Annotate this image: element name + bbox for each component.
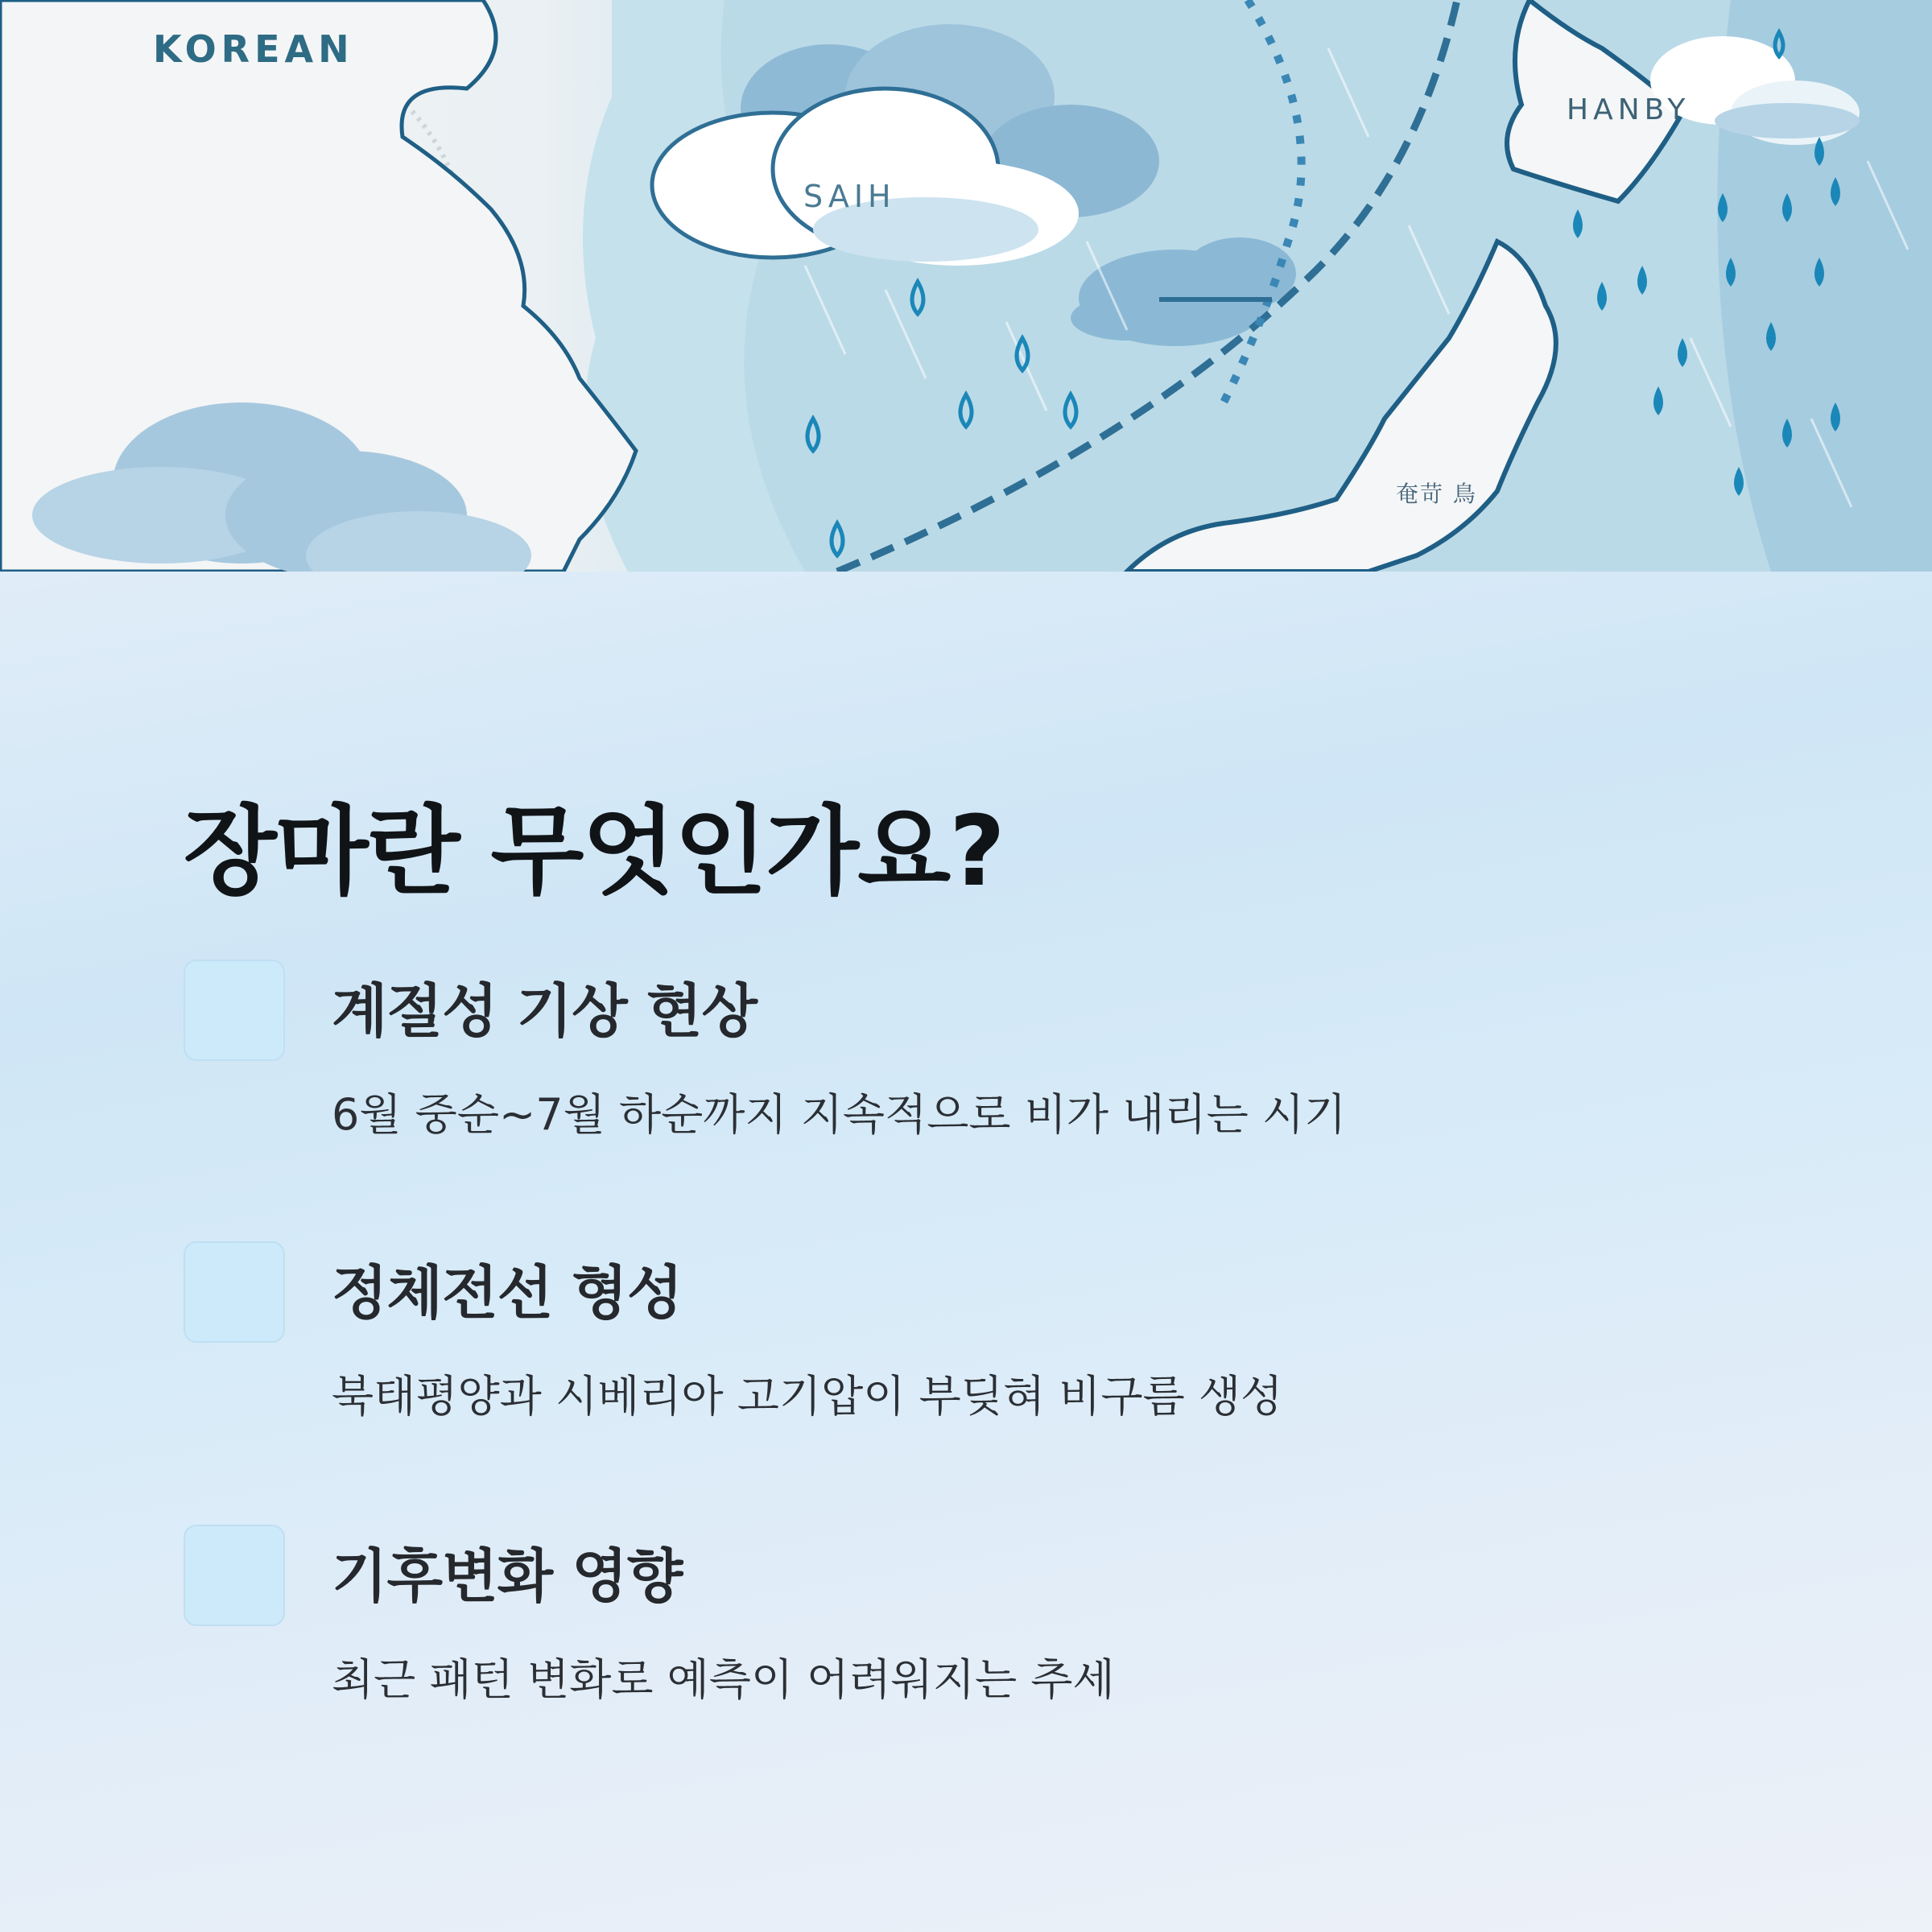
item-title: 정체전선 형성 [332,1259,683,1327]
square-badge-icon [184,960,285,1061]
item-description: 6월 중순~7월 하순까지 지속적으로 비가 내리는 시기 [332,1089,1347,1140]
weather-map-graphic [0,0,1932,572]
page-title: 장마란 무엇인가요? [184,796,1004,908]
info-section [0,572,1932,1932]
map-label-hanby: HANBY [1567,93,1690,126]
map-label-city: 奄苛 鳥 [1396,481,1477,507]
map-label-saih: SAIH [803,179,896,214]
item-title: 기후변화 영향 [332,1542,683,1610]
item-description: 북태평양과 시베리아 고기압이 부딪혀 비구름 생성 [332,1371,1283,1422]
hero-map-illustration [0,0,1932,572]
square-badge-icon [184,1525,285,1626]
map-label-korean: KOREAN [153,27,354,71]
item-title: 계절성 기상 현상 [332,977,757,1045]
square-badge-icon [184,1241,285,1343]
item-description: 최근 패턴 변화로 예측이 어려워지는 추세 [332,1654,1115,1705]
